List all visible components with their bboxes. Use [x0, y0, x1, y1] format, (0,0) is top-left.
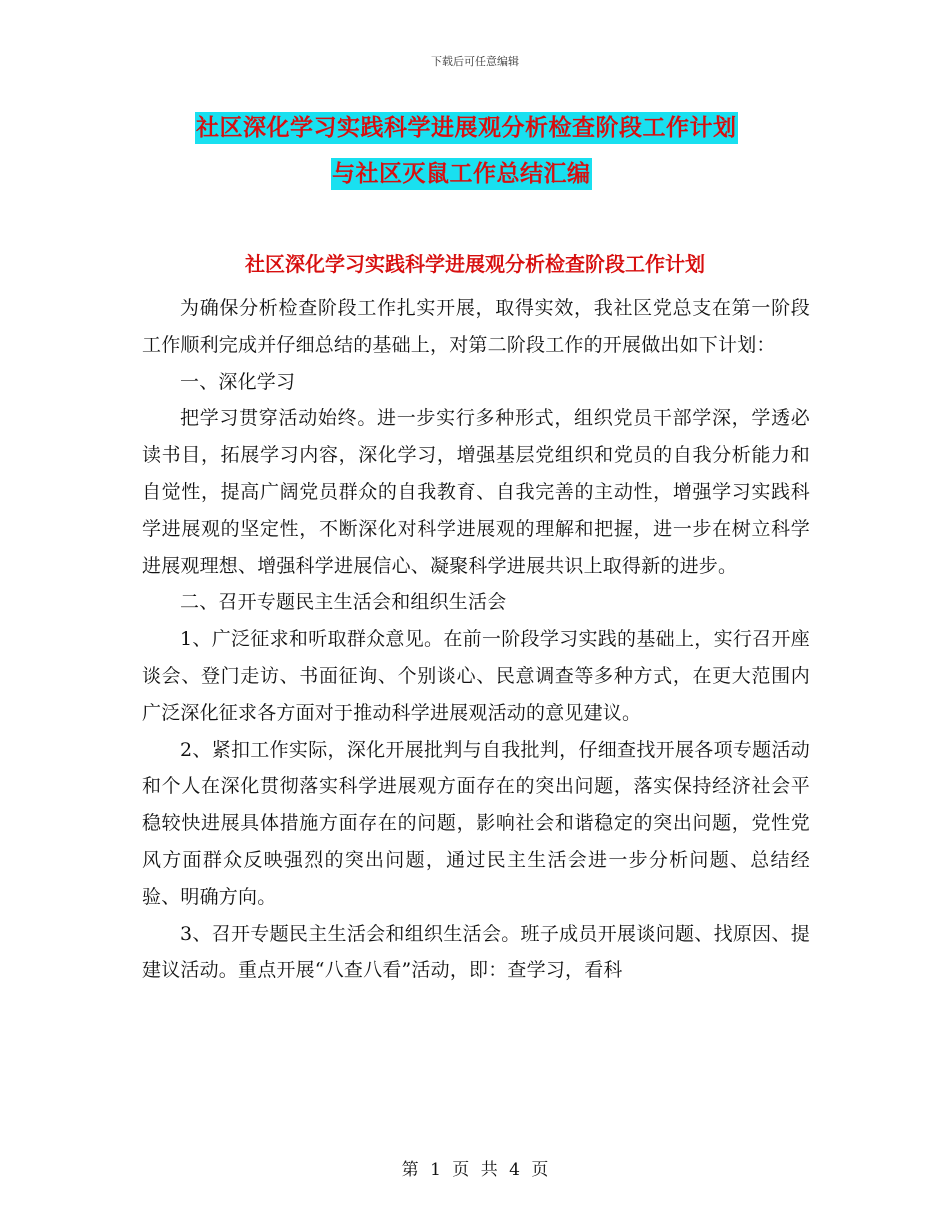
body-text — [142, 290, 810, 989]
paragraph: 一、深化学习 — [180, 370, 296, 393]
paragraph: 二、召开专题民主生活会和组织生活会 — [180, 591, 507, 614]
paragraph: 为确保分析检查阶段工作扎实开展，取得实效，我社区党总支在第一阶段工作顺利完成并仔细总结的基础上，对第二阶段工作的开展做出如下计划： — [142, 297, 810, 356]
paragraph: 1、广泛征求和听取群众意见。在前一阶段学习实践的基础上，实行召开座谈会、登门走访、书面征询、个别谈心、民意调查等多种方式，在更大范围内广泛深化征求各方面对于推动科学进展观活动的意见建议。 — [142, 628, 810, 724]
paragraph: 3、召开专题民主生活会和组织生活会。班子成员开展谈问题、找原因、提建议活动。重点开展“八查八看”活动，即：查学习，看科 — [142, 922, 810, 982]
paragraph: 把学习贯穿活动始终。进一步实行多种形式，组织党员干部学深，学透必读书目，拓展学习内容，深化学习，增强基层党组织和党员的自我分析能力和自觉性，提高广阔党员群众的自我教育、自我完善的主动性，增强学习实践科学进展观的坚定性，不断深化对科学进展观的理解和把握，进一步在树立科学进展观理想、增强科学进展信心、凝聚科学进展共识上取得新的进步。 — [142, 407, 810, 577]
header-note: 下载后可任意编辑 — [431, 55, 519, 68]
section-title: 社区深化学习实践科学进展观分析检查阶段工作计划 — [245, 252, 705, 276]
main-title-line-1: 社区深化学习实践科学进展观分析检查阶段工作计划 — [195, 112, 738, 144]
paragraph: 2、紧扣工作实际，深化开展批判与自我批判，仔细查找开展各项专题活动和个人在深化贯彻落实科学进展观方面存在的突出问题，落实保持经济社会平稳较快进展具体措施方面存在的问题，影响社会和谐稳定的突出问题，党性党风方面群众反映强烈的突出问题，通过民主生活会进一步分析问题、总结经验、明确方向。 — [142, 738, 810, 908]
main-title-line-2: 与社区灭鼠工作总结汇编 — [331, 158, 592, 190]
page-footer: 第 1 页 共 4 页 — [401, 1160, 549, 1180]
